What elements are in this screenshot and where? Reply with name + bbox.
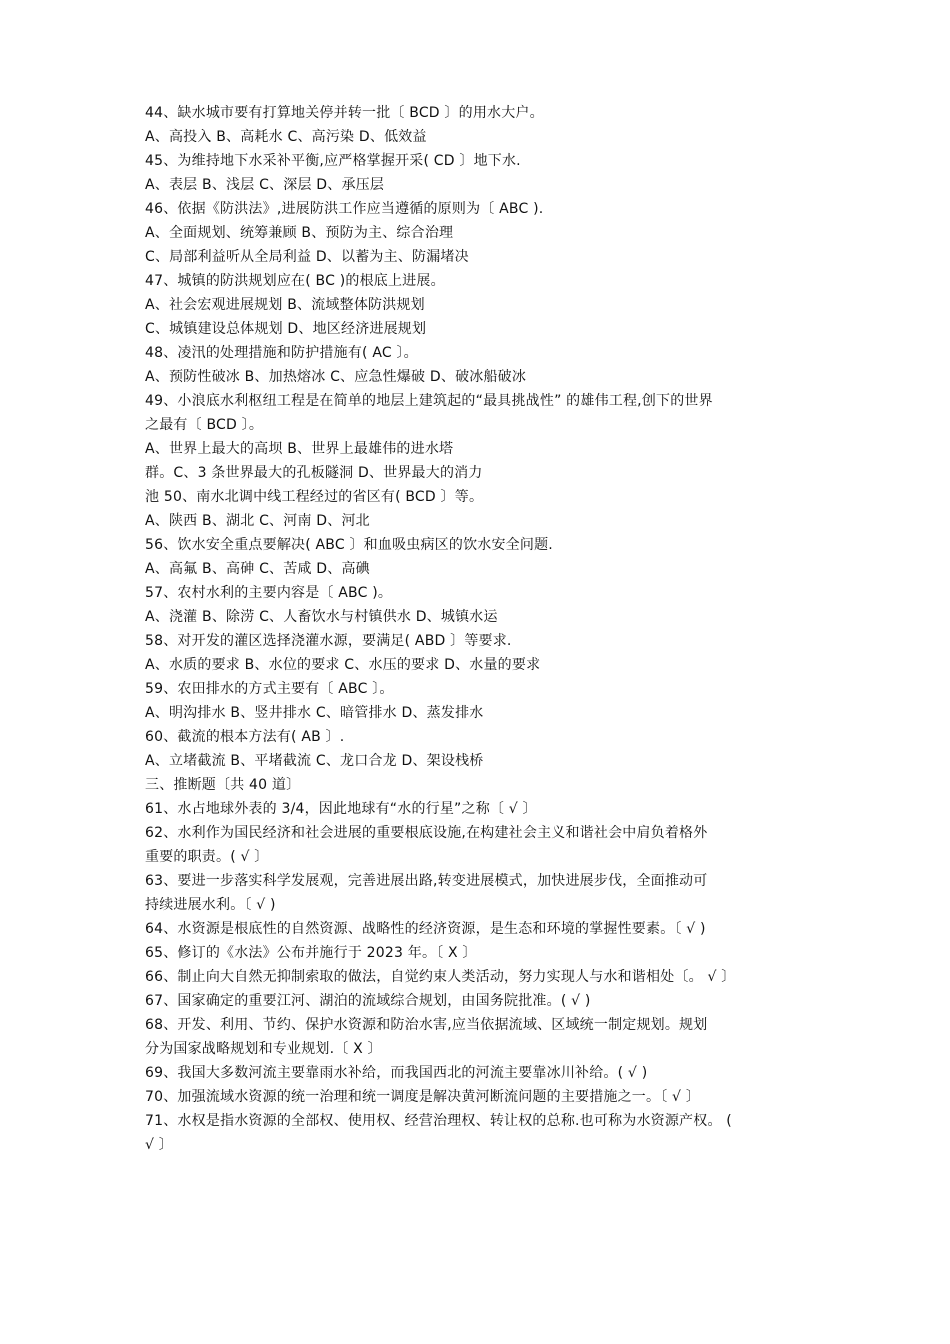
text-line: A、预防性破冰 B、加热熔冰 C、应急性爆破 D、破冰船破冰 xyxy=(145,369,527,385)
document-page xyxy=(145,101,835,1157)
text-line: A、世界上最大的高坝 B、世界上最雄伟的进水塔 xyxy=(145,441,454,457)
text-line: 62、水利作为国民经济和社会进展的重要根底设施,在构建社会主义和谐社会中肩负着格外 xyxy=(145,825,708,841)
text-line: 66、制止向大自然无抑制索取的做法，自觉约束人类活动，努力实现人与水和谐相处〔。 √ 〕 xyxy=(145,969,736,985)
text-line: 49、小浪底水利枢纽工程是在简单的地层上建筑起的“最具挑战性” 的雄伟工程,创下的世界 xyxy=(145,393,713,409)
text-line: A、高氟 B、高砷 C、苦咸 D、高碘 xyxy=(145,561,370,577)
text-line: 58、对开发的灌区选择浇灌水源，要满足( ABD 〕等要求. xyxy=(145,633,512,649)
text-line: 持续进展水利。〔 √ ) xyxy=(145,897,276,913)
text-line: 59、农田排水的方式主要有〔 ABC 〕。 xyxy=(145,681,394,697)
text-line: 57、农村水利的主要内容是〔 ABC )。 xyxy=(145,585,393,601)
text-line: 46、依据《防洪法》,进展防洪工作应当遵循的原则为〔 ABC ). xyxy=(145,201,544,217)
text-line: A、社会宏观进展规划 B、流域整体防洪规划 xyxy=(145,297,425,313)
text-line: C、城镇建设总体规划 D、地区经济进展规划 xyxy=(145,321,427,337)
text-line: A、陕西 B、湖北 C、河南 D、河北 xyxy=(145,513,370,529)
text-line: 63、要进一步落实科学发展观，完善进展出路,转变进展模式，加快进展步伐，全面推动可 xyxy=(145,873,708,889)
text-line: A、立堵截流 B、平堵截流 C、龙口合龙 D、架设栈桥 xyxy=(145,753,484,769)
text-line: A、全面规划、统筹兼顾 B、预防为主、综合治理 xyxy=(145,225,454,241)
text-line: 69、我国大多数河流主要靠雨水补给，而我国西北的河流主要靠冰川补给。( √ ) xyxy=(145,1065,648,1081)
text-line: 分为国家战略规划和专业规划.〔 X 〕 xyxy=(145,1041,382,1057)
text-line: A、明沟排水 B、竖井排水 C、暗管排水 D、蒸发排水 xyxy=(145,705,484,721)
text-line: 64、水资源是根底性的自然资源、战略性的经济资源，是生态和环境的掌握性要素。〔 √ ) xyxy=(145,921,706,937)
text-line: C、局部利益听从全局利益 D、以蓄为主、防漏堵决 xyxy=(145,249,469,265)
text-line: 45、为维持地下水采补平衡,应严格掌握开采( CD 〕地下水. xyxy=(145,153,521,169)
text-line: 61、水占地球外表的 3/4，因此地球有“水的行星”之称〔 √ 〕 xyxy=(145,801,537,817)
text-line: 68、开发、利用、节约、保护水资源和防治水害,应当依据流域、区域统一制定规划。规划 xyxy=(145,1017,708,1033)
section-heading: 三、推断题〔共 40 道〕 xyxy=(145,777,301,793)
text-line: 65、修订的《水法》公布并施行于 2023 年。〔 X 〕 xyxy=(145,945,477,961)
text-line: 71、水权是指水资源的全部权、使用权、经营治理权、转让权的总称.也可称为水资源产权。 ( xyxy=(145,1113,732,1129)
text-line: A、水质的要求 B、水位的要求 C、水压的要求 D、水量的要求 xyxy=(145,657,541,673)
text-line: 群。C、3 条世界最大的孔板隧洞 D、世界最大的消力 xyxy=(145,465,483,481)
text-line: 44、缺水城市要有打算地关停并转一批〔 BCD 〕的用水大户。 xyxy=(145,105,544,121)
text-line: 70、加强流域水资源的统一治理和统一调度是解决黄河断流问题的主要措施之一。〔 √ 〕 xyxy=(145,1089,701,1105)
text-line: √ 〕 xyxy=(145,1137,173,1153)
text-line: A、高投入 B、高耗水 C、高污染 D、低效益 xyxy=(145,129,427,145)
text-line: 56、饮水安全重点要解决( ABC 〕和血吸虫病区的饮水安全问题. xyxy=(145,537,553,553)
text-line: A、浇灌 B、除涝 C、人畜饮水与村镇供水 D、城镇水运 xyxy=(145,609,498,625)
text-line: 47、城镇的防洪规划应在( BC )的根底上进展。 xyxy=(145,273,445,289)
text-line: 67、国家确定的重要江河、湖泊的流域综合规划，由国务院批准。( √ ) xyxy=(145,993,591,1009)
text-line: 之最有〔 BCD 〕。 xyxy=(145,417,264,433)
text-line: 池 50、南水北调中线工程经过的省区有( BCD 〕等。 xyxy=(145,489,484,505)
text-line: A、表层 B、浅层 C、深层 D、承压层 xyxy=(145,177,385,193)
text-line: 60、截流的根本方法有( AB 〕. xyxy=(145,729,345,745)
text-line: 48、凌汛的处理措施和防护措施有( AC 〕。 xyxy=(145,345,418,361)
text-line: 重要的职责。( √ 〕 xyxy=(145,849,269,865)
